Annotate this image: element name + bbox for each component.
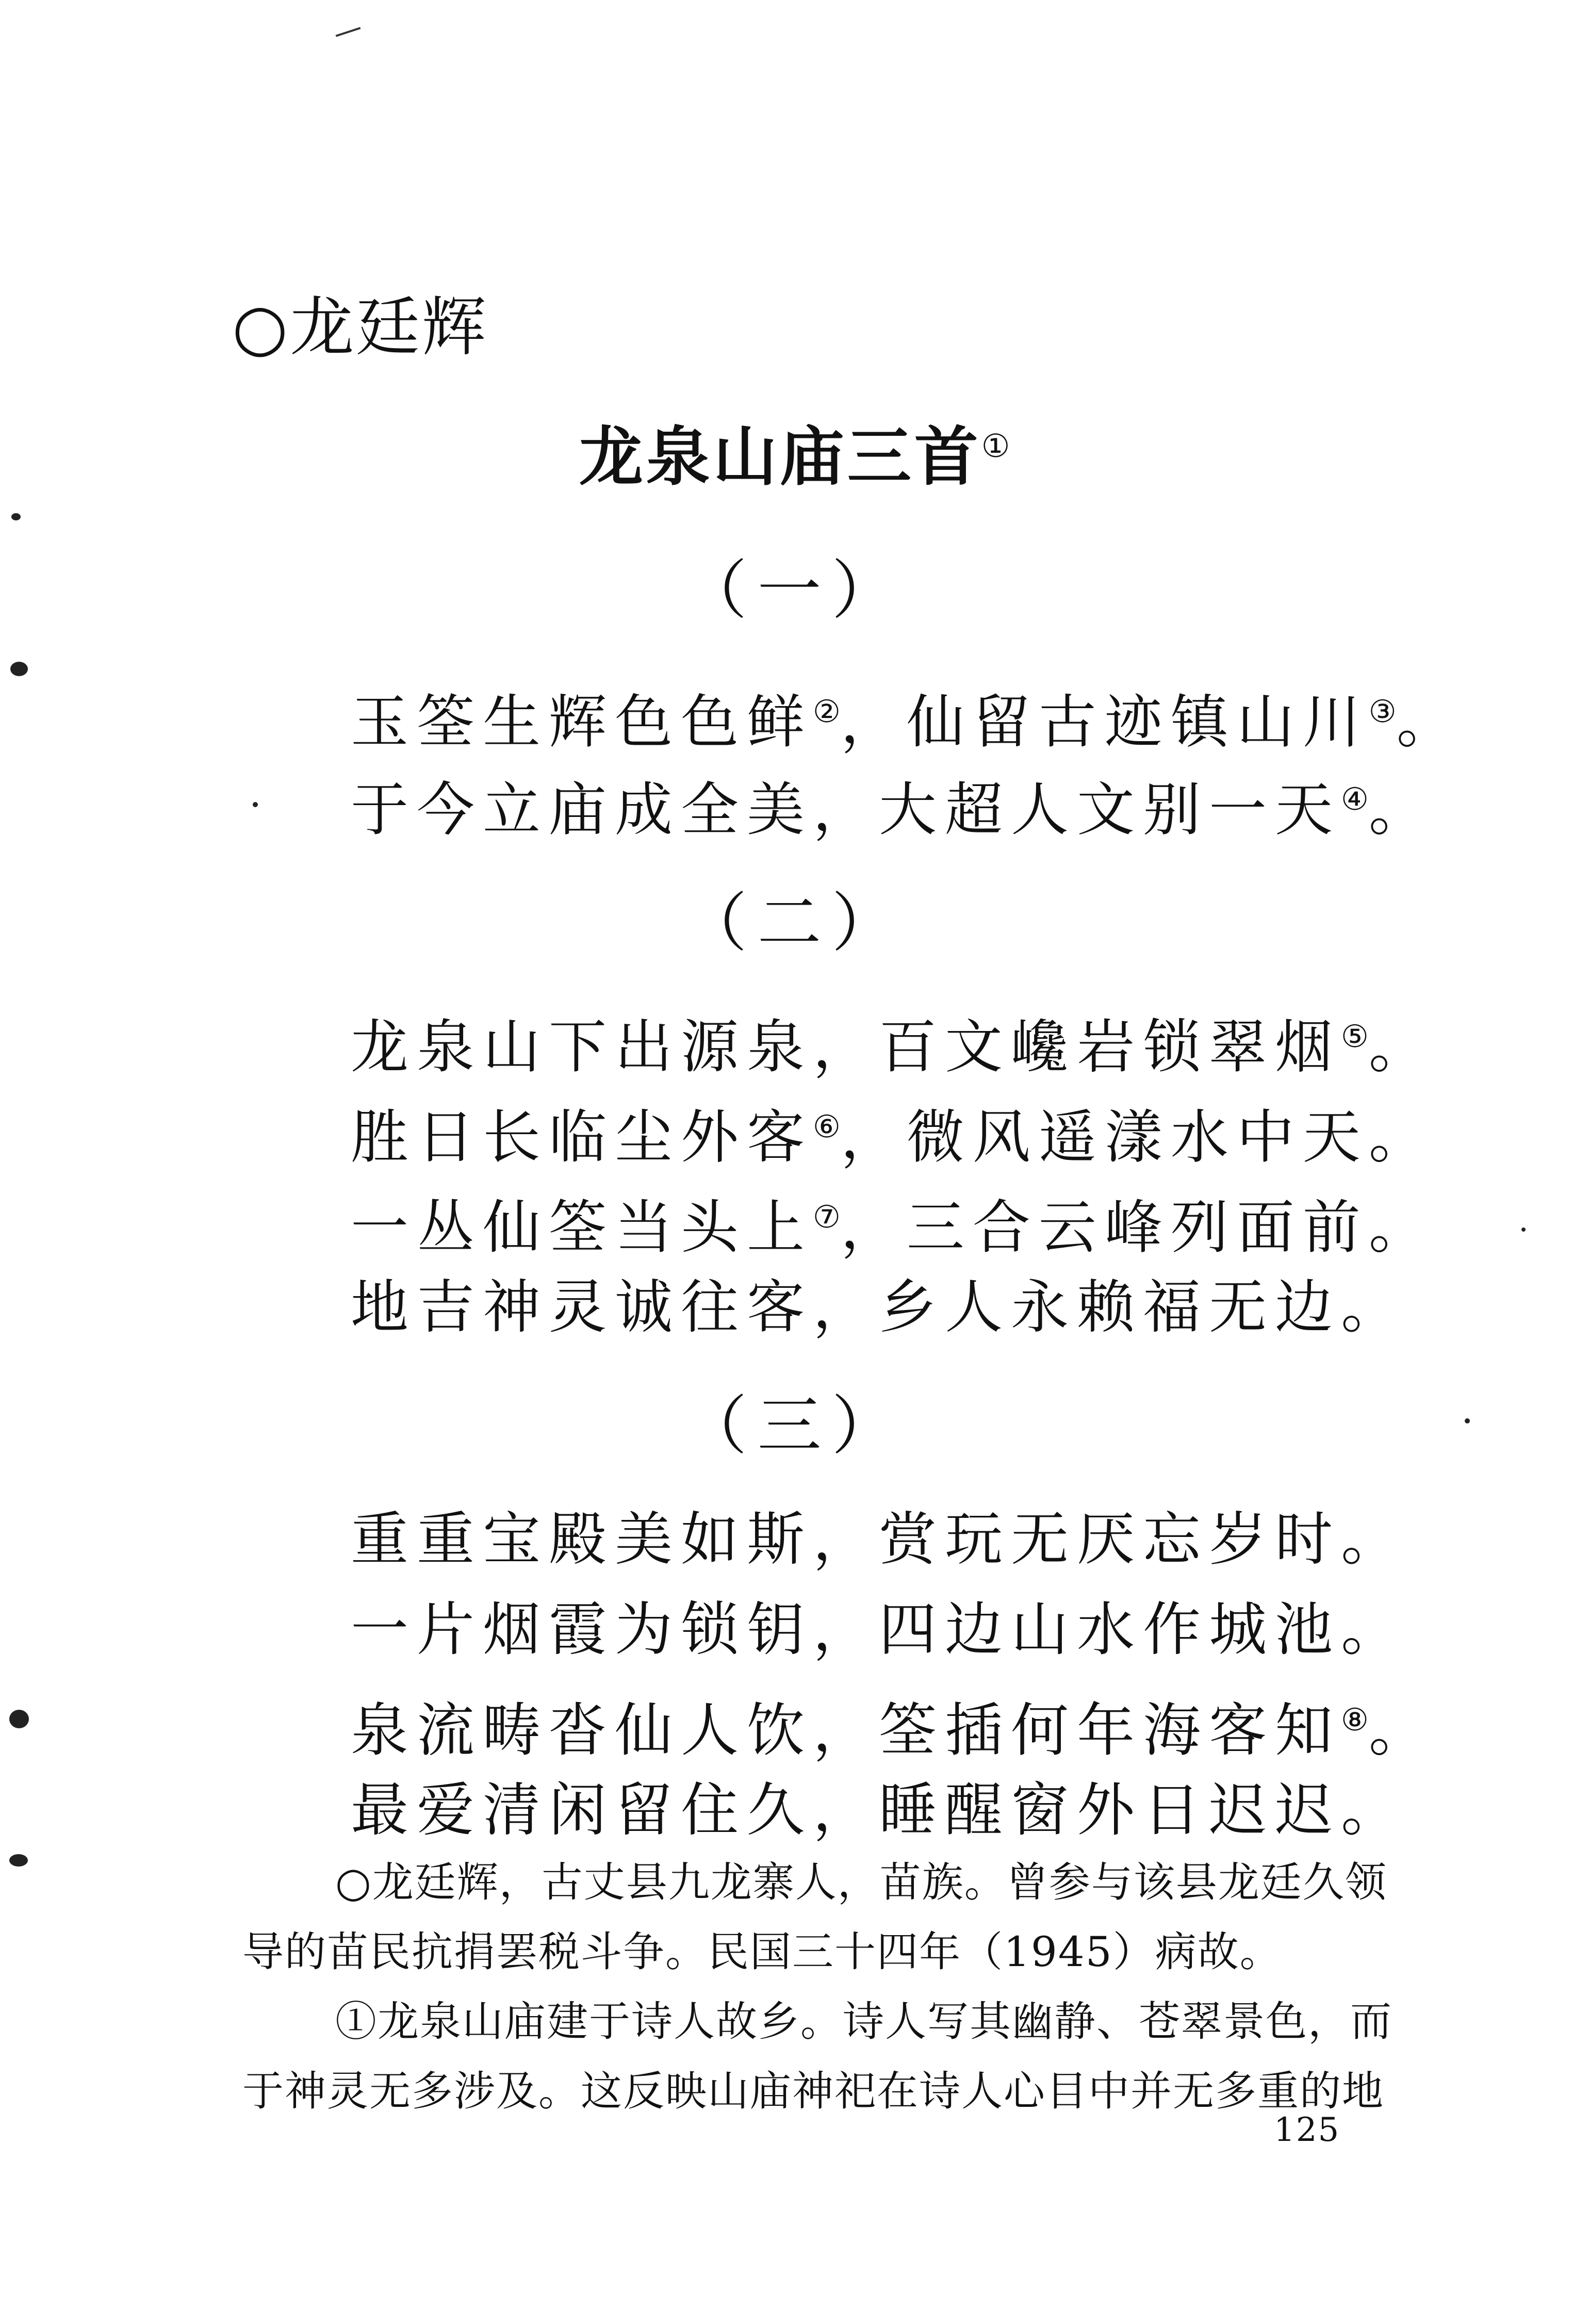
- scan-speck: [253, 802, 258, 807]
- verse-line: 于今立庙成全美，大超人文别一天④。: [351, 776, 1435, 844]
- footnote-mark: ⑤: [1341, 1019, 1369, 1055]
- footnote-mark: ⑦: [813, 1199, 841, 1235]
- scan-speck: [1521, 1228, 1526, 1232]
- footnote-mark: ⑥: [813, 1109, 841, 1145]
- verse-line: 胜日长临尘外客⑥，微风遥漾水中天。: [351, 1104, 1435, 1171]
- verse-line: 玉筌生辉色色鲜②，仙留古迹镇山川③。: [351, 689, 1463, 756]
- verse-line: 重重宝殿美如斯，赏玩无厌忘岁时。: [351, 1506, 1407, 1573]
- scan-speck: [1465, 1418, 1470, 1423]
- section-heading-1: （一）: [683, 553, 906, 628]
- footnote-mark: ②: [813, 694, 841, 730]
- note-line: 于神灵无多涉及。这反映山庙神祀在诗人心目中并无多重的地: [242, 2067, 1384, 2115]
- note-line: 导的苗民抗捐罢税斗争。民国三十四年（1945）病故。: [242, 1928, 1282, 1976]
- note-line: ○龙廷辉，古丈县九龙寨人，苗族。曾参与该县龙廷久领: [335, 1858, 1387, 1906]
- verse-line: 地吉神灵诚往客，乡人永赖福无边。: [351, 1274, 1407, 1341]
- poem-title-text: 龙泉山庙三首: [579, 420, 981, 495]
- poem-title: [0, 407, 1589, 496]
- title-footnote-mark: ①: [981, 427, 1010, 465]
- verse-line: 泉流畴沓仙人饮，筌插何年海客知⑧。: [351, 1697, 1435, 1764]
- section-heading-2: （二）: [683, 886, 906, 960]
- footnote-mark: ③: [1368, 694, 1397, 730]
- scan-speck: [9, 1854, 28, 1867]
- scan-speck: [10, 662, 28, 676]
- footnote-mark: ④: [1341, 781, 1369, 817]
- footnote-mark: ⑧: [1341, 1702, 1369, 1738]
- scan-mark: [336, 27, 361, 37]
- author-heading: ○龙廷辉: [232, 290, 488, 365]
- verse-line: 一片烟霞为锁钥，四边山水作城池。: [351, 1596, 1407, 1663]
- page-number: 125: [1274, 2111, 1340, 2149]
- section-heading-3: （三）: [683, 1389, 906, 1463]
- scan-speck: [9, 1710, 29, 1728]
- scan-speck: [11, 513, 21, 520]
- note-line: ①龙泉山庙建于诗人故乡。诗人写其幽静、苍翠景色，而: [335, 1998, 1393, 2045]
- verse-line: 龙泉山下出源泉，百文巉岩锁翠烟⑤。: [351, 1013, 1435, 1081]
- verse-line: 最爱清闲留住久，睡醒窗外日迟迟。: [351, 1777, 1407, 1844]
- verse-line: 一丛仙筌当头上⑦，三合云峰列面前。: [351, 1194, 1435, 1262]
